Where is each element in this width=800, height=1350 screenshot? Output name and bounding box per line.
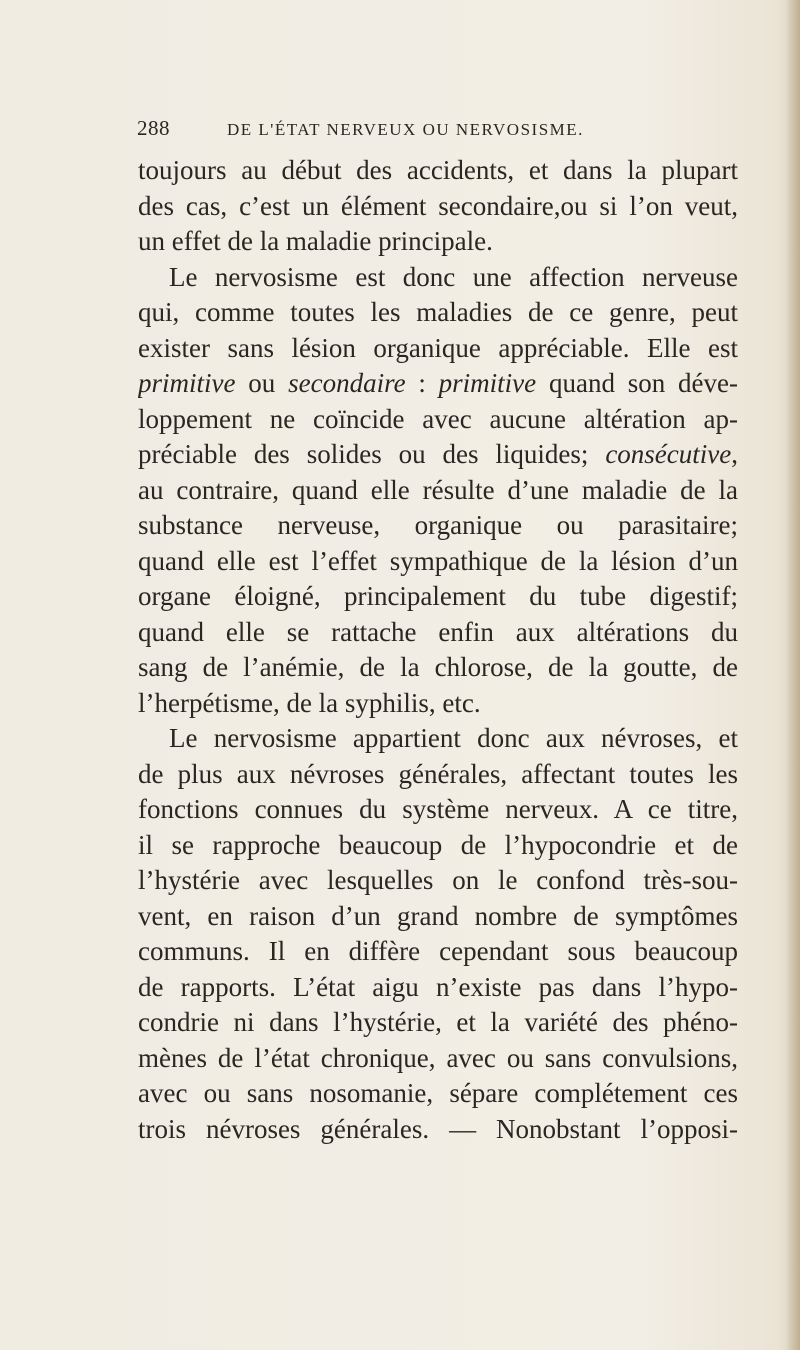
- italic-term: secondaire: [288, 368, 406, 398]
- text-segment: des cas, c’est un élément secondaire,ou si l’on veut,: [138, 190, 738, 221]
- text-segment: vent, en raison d’un grand nombre de symptômes: [138, 900, 738, 931]
- text-line: [138, 650, 738, 686]
- text-line: [138, 153, 738, 189]
- text-line: [138, 331, 738, 367]
- text-line: [138, 899, 738, 935]
- text-segment: organe éloigné, principalement du tube digestif;: [138, 581, 738, 611]
- text-segment: sang de l’anémie, de la chlorose, de la goutte, de: [138, 652, 738, 682]
- text-segment: avec ou sans nosomanie, sépare complétement ces: [138, 1078, 738, 1108]
- text-segment: un effet de la maladie principale.: [138, 226, 493, 256]
- text-line: [138, 189, 738, 225]
- text-segment: de rapports. L’état aigu n’existe pas dans l’hypo-: [138, 971, 738, 1002]
- text-segment: ,: [731, 439, 738, 469]
- text-segment: trois névroses générales. — Nonobstant l’opposi-: [138, 1113, 738, 1144]
- italic-term: primitive: [438, 368, 537, 398]
- text-line: [138, 757, 738, 793]
- text-line: [138, 579, 738, 615]
- text-segment: Le nervosisme est donc une affection nerveuse: [169, 261, 738, 292]
- italic-term: consécutive: [605, 439, 732, 469]
- text-segment: quand elle est l’effet sympathique de la lésion d’un: [138, 545, 738, 576]
- text-segment: au contraire, quand elle résulte d’une maladie de la: [138, 474, 738, 505]
- text-line: [138, 1041, 738, 1077]
- text-line: [138, 544, 738, 580]
- text-line: [138, 366, 738, 402]
- text-segment: il se rapproche beaucoup de l’hypocondrie et de: [138, 829, 738, 860]
- text-line: [138, 508, 738, 544]
- text-segment: toujours au début des accidents, et dans la plupart: [138, 155, 738, 185]
- page-number: 288: [137, 116, 170, 140]
- text-segment: substance nerveuse, organique ou parasitaire;: [138, 510, 738, 540]
- text-line: [138, 1112, 738, 1148]
- text-line: [138, 1076, 738, 1112]
- running-header: [137, 116, 697, 141]
- italic-term: primitive: [138, 368, 236, 398]
- text-segment: fonctions connues du système nerveux. A ce titre,: [138, 794, 738, 824]
- text-line: [138, 295, 738, 331]
- text-line: [138, 863, 738, 899]
- text-line: [138, 934, 738, 970]
- text-segment: l’hystérie avec lesquelles on le confond très-sou-: [138, 865, 738, 895]
- page-edge-shadow: [786, 0, 800, 1350]
- text-segment: quand son déve-: [536, 368, 738, 398]
- text-segment: quand elle se rattache enfin aux altérations du: [138, 616, 738, 647]
- text-segment: mènes de l’état chronique, avec ou sans convulsions,: [138, 1042, 738, 1073]
- text-line: [138, 970, 738, 1006]
- text-segment: préciable des solides ou des liquides;: [138, 439, 606, 469]
- text-line: [138, 721, 738, 757]
- text-line: [138, 686, 738, 722]
- text-line: [138, 437, 738, 473]
- text-line: [138, 828, 738, 864]
- text-segment: loppement ne coïncide avec aucune altération ap-: [138, 403, 738, 434]
- text-segment: communs. Il en diffère cependant sous beaucoup: [138, 936, 738, 966]
- text-line: [138, 792, 738, 828]
- text-segment: exister sans lésion organique appréciable. Elle est: [138, 332, 738, 363]
- text-line: [138, 260, 738, 296]
- text-line: [138, 224, 738, 260]
- text-segment: ou: [235, 368, 289, 398]
- text-line: [138, 1005, 738, 1041]
- text-segment: :: [405, 368, 439, 398]
- text-line: [138, 402, 738, 438]
- text-segment: de plus aux névroses générales, affectant toutes les: [138, 758, 738, 789]
- body-text: [138, 153, 738, 1147]
- text-segment: condrie ni dans l’hystérie, et la variété des phéno-: [138, 1007, 738, 1037]
- text-line: [138, 473, 738, 509]
- text-segment: l’herpétisme, de la syphilis, etc.: [138, 687, 481, 718]
- text-line: [138, 615, 738, 651]
- running-title: DE L'ÉTAT NERVEUX OU NERVOSISME.: [227, 120, 584, 139]
- text-segment: qui, comme toutes les maladies de ce genre, peut: [138, 297, 738, 327]
- text-segment: Le nervosisme appartient donc aux névroses, et: [169, 723, 738, 753]
